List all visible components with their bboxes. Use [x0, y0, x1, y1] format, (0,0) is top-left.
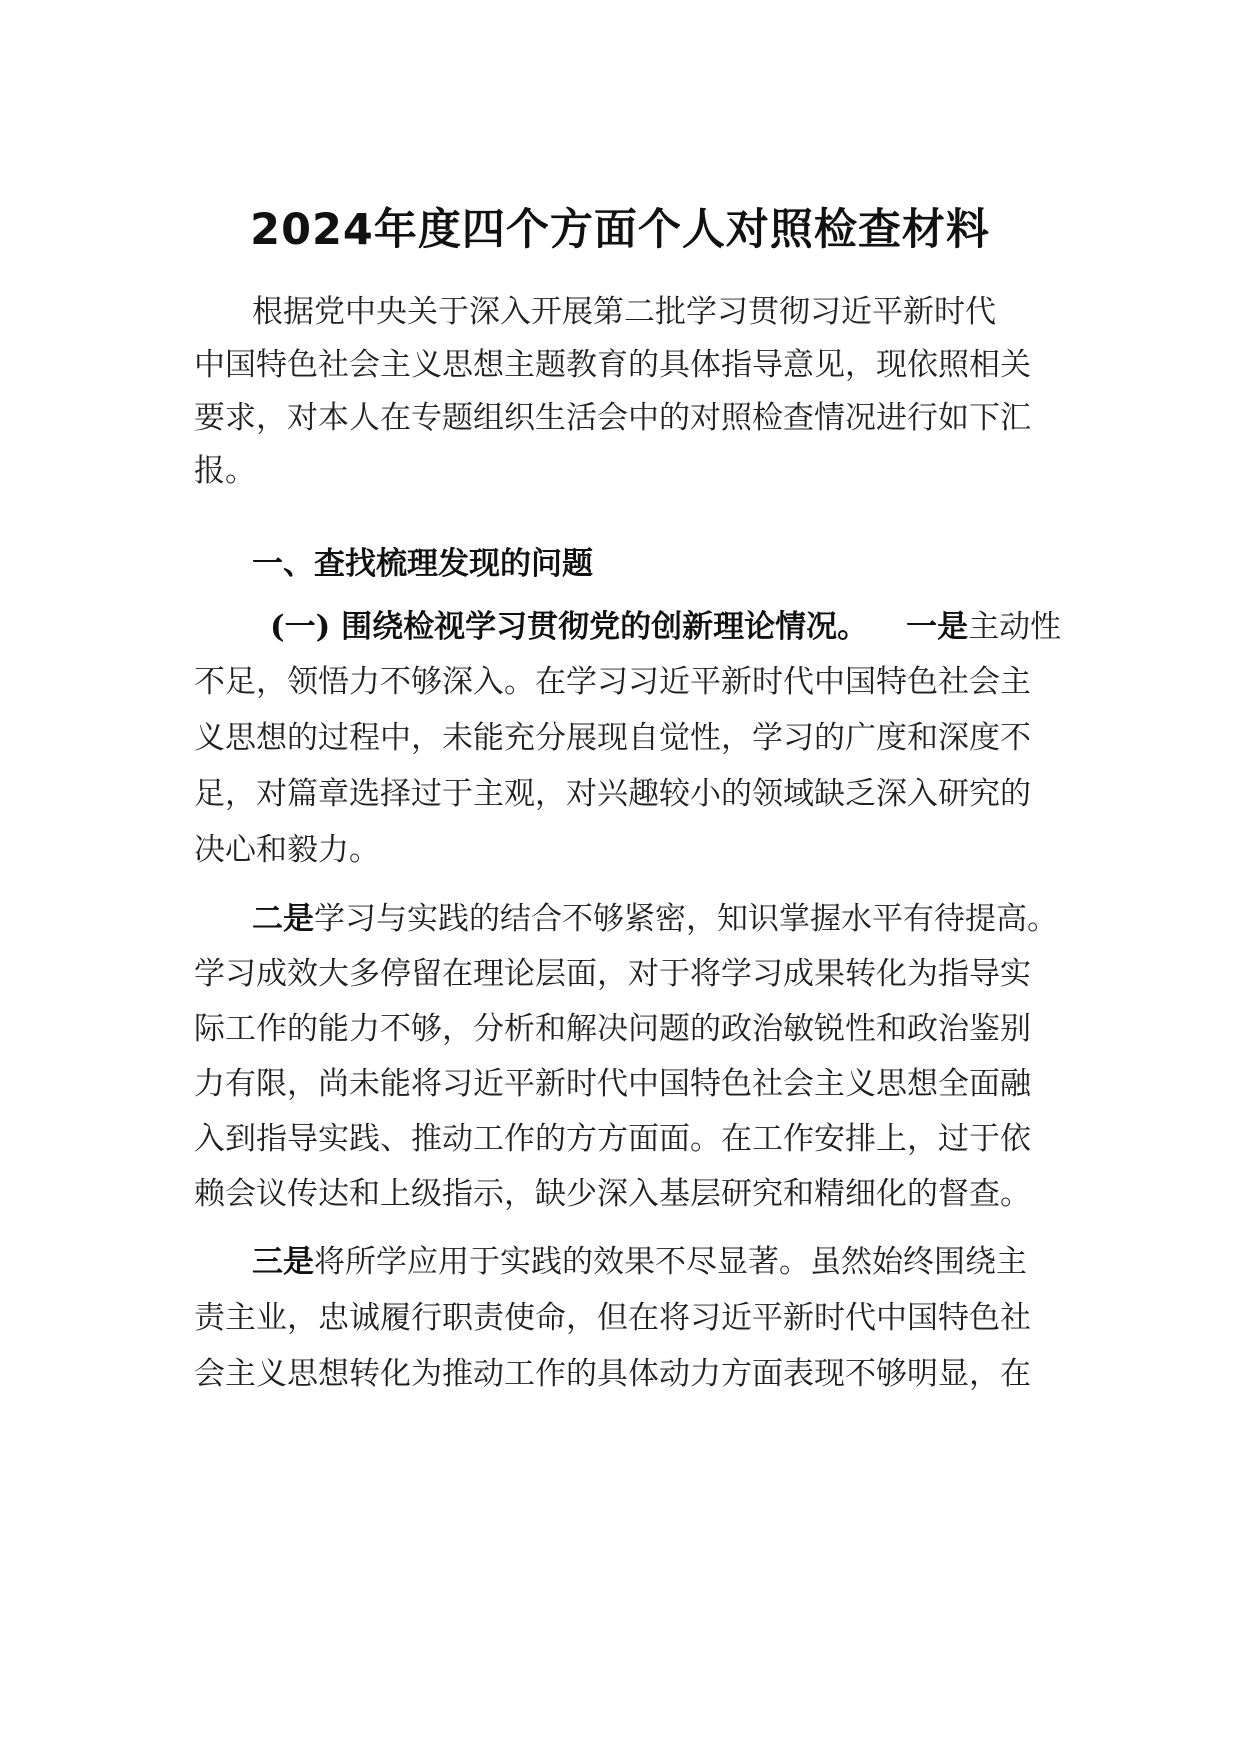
point-1-line-1: 不足，领悟力不够深入。在学习习近平新时代中国特色社会主 — [194, 664, 1031, 700]
point-2-line-5: 赖会议传达和上级指示，缺少深入基层研究和精细化的督查。 — [194, 1176, 1031, 1212]
point-2-line-3: 力有限，尚未能将习近平新时代中国特色社会主义思想全面融 — [194, 1066, 1031, 1102]
document-title: 2024年度四个方面个人对照检查材料 — [250, 205, 990, 255]
point-2-line-1: 学习成效大多停留在理论层面，对于将学习成果转化为指导实 — [194, 956, 1031, 992]
point-2-line-4: 入到指导实践、推动工作的方方面面。在工作安排上，过于依 — [194, 1121, 1031, 1157]
point-1-line-3: 足，对篇章选择过于主观，对兴趣较小的领域缺乏深入研究的 — [194, 776, 1031, 812]
point-1-first-line-rest: 主动性 — [968, 609, 1062, 645]
point-2-first-line — [252, 897, 1058, 941]
intro-line-3: 要求，对本人在专题组织生活会中的对照检查情况进行如下汇 — [194, 400, 1031, 436]
point-3-line-2: 会主义思想转化为推动工作的具体动力方面表现不够明显，在 — [194, 1356, 1031, 1392]
point-3-first-line — [252, 1240, 1027, 1284]
intro-line-1: 根据党中央关于深入开展第二批学习贯彻习近平新时代 — [252, 294, 996, 330]
point-3-label: 三是 — [252, 1244, 314, 1280]
point-2-first-line-rest: 学习与实践的结合不够紧密，知识掌握水平有待提高。 — [314, 901, 1058, 937]
point-3-first-line-rest: 将所学应用于实践的效果不尽显著。虽然始终围绕主 — [314, 1244, 1027, 1280]
subsection-heading: (一) 围绕检视学习贯彻党的创新理论情况。 — [270, 609, 869, 645]
point-2-line-2: 际工作的能力不够，分析和解决问题的政治敏锐性和政治鉴别 — [194, 1011, 1031, 1047]
point-3-line-1: 责主业，忠诚履行职责使命，但在将习近平新时代中国特色社 — [194, 1300, 1031, 1336]
point-1-line-2: 义思想的过程中，未能充分展现自觉性，学习的广度和深度不 — [194, 720, 1031, 756]
point-1-label: 一是 — [906, 609, 969, 645]
subsection-first-line — [270, 605, 1061, 649]
point-2-label: 二是 — [252, 901, 314, 937]
intro-line-2: 中国特色社会主义思想主题教育的具体指导意见，现依照相关 — [194, 347, 1031, 383]
section-heading: 一、查找梳理发现的问题 — [252, 546, 593, 582]
intro-line-4: 报。 — [194, 453, 256, 489]
point-1-line-4: 决心和毅力。 — [194, 832, 380, 868]
